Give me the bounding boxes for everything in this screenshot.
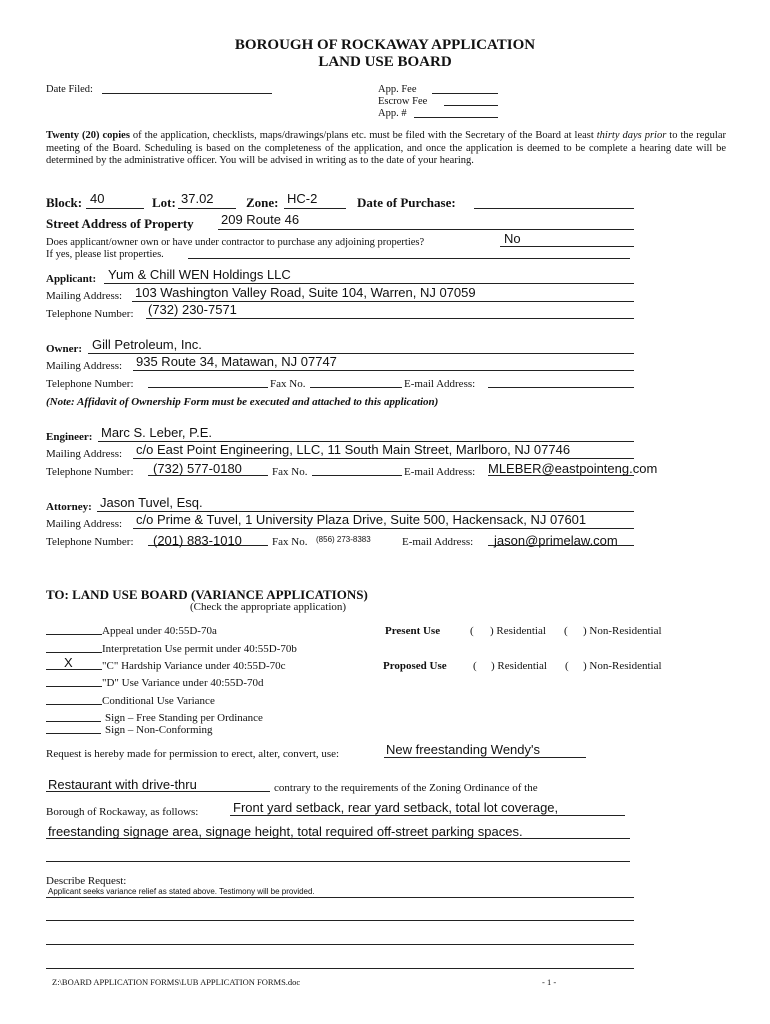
page-number: - 1 -: [542, 977, 557, 987]
date-filed-label: Date Filed:: [46, 84, 93, 95]
variance-option-label: Sign – Non-Conforming: [105, 724, 213, 736]
applicant-name[interactable]: Yum & Chill WEN Holdings LLC: [108, 267, 291, 282]
engineer-mailing-label: Mailing Address:: [46, 448, 123, 460]
applicant-mailing[interactable]: 103 Washington Valley Road, Suite 104, Warren, NJ 07059: [135, 285, 476, 300]
variance-checkbox-line[interactable]: [46, 704, 102, 705]
app-fee-line[interactable]: [432, 93, 498, 94]
escrow-fee-line[interactable]: [444, 105, 498, 106]
request-line-5[interactable]: [46, 861, 630, 862]
attorney-label: Attorney:: [46, 501, 92, 513]
zone-value[interactable]: HC-2: [287, 191, 318, 206]
attorney-phone[interactable]: (201) 883-1010: [153, 533, 242, 548]
engineer-email[interactable]: MLEBER@eastpointeng.com: [488, 461, 658, 476]
form-subtitle: LAND USE BOARD: [318, 54, 452, 70]
adjoining-line: [500, 246, 634, 247]
adjoining-question: Does applicant/owner own or have under contractor to purchase any adjoining properties?: [46, 237, 425, 248]
attorney-mailing-label: Mailing Address:: [46, 518, 123, 530]
present-nonres-open[interactable]: (: [564, 625, 568, 637]
present-residential-label: ) Residential: [490, 625, 546, 637]
intro-paragraph: [46, 130, 726, 168]
variance-checkbox-line[interactable]: [46, 686, 102, 687]
describe-label: Describe Request:: [46, 875, 127, 887]
attorney-mailing-line: [133, 528, 634, 529]
engineer-label: Engineer:: [46, 431, 93, 443]
attorney-email-label: E-mail Address:: [402, 536, 474, 548]
lot-value[interactable]: 37.02: [181, 191, 214, 206]
engineer-fax-line[interactable]: [312, 475, 402, 476]
applicant-phone-label: Telephone Number:: [46, 308, 134, 320]
owner-email-line[interactable]: [488, 387, 634, 388]
block-line: [86, 208, 144, 209]
footer-file-path: Z:\BOARD APPLICATION FORMS\LUB APPLICATION FORMS.doc: [52, 977, 301, 987]
request-line-4: [46, 838, 630, 839]
applicant-label: Applicant:: [46, 273, 97, 285]
present-use-label: Present Use: [385, 625, 441, 637]
owner-fax-label: Fax No.: [270, 378, 306, 390]
if-yes-line[interactable]: [188, 258, 630, 259]
request-value-1[interactable]: New freestanding Wendy's: [386, 742, 540, 757]
zone-label: Zone:: [246, 195, 279, 210]
variance-heading: TO: LAND USE BOARD (VARIANCE APPLICATIONS): [46, 587, 368, 602]
property-address-value[interactable]: 209 Route 46: [221, 212, 300, 227]
engineer-name[interactable]: Marc S. Leber, P.E.: [101, 425, 213, 440]
purchase-date-label: Date of Purchase:: [357, 195, 456, 210]
proposed-use-label: Proposed Use: [383, 660, 447, 672]
variance-checkbox-line[interactable]: [46, 733, 101, 734]
attorney-phone-label: Telephone Number:: [46, 536, 134, 548]
variance-option-label: Appeal under 40:55D-70a: [102, 625, 217, 637]
variance-subheading: (Check the appropriate application): [190, 601, 347, 613]
request-borough: Borough of Rockaway, as follows:: [46, 806, 199, 818]
proposed-nonres-label: ) Non-Residential: [583, 660, 662, 672]
request-contrary: contrary to the requirements of the Zoning Ordinance of the: [274, 782, 538, 794]
attorney-fax[interactable]: (856) 273-8383: [316, 535, 371, 544]
property-address-line: [218, 229, 634, 230]
adjoining-answer[interactable]: No: [504, 231, 521, 246]
attorney-mailing[interactable]: c/o Prime & Tuvel, 1 University Plaza Drive, Suite 500, Hackensack, NJ 07601: [136, 512, 587, 527]
present-nonres-label: ) Non-Residential: [583, 625, 662, 637]
applicant-line: [104, 283, 634, 284]
describe-line-2[interactable]: [46, 920, 634, 921]
intro-bold: Twenty (20) copies: [46, 130, 130, 141]
request-line-1: [384, 757, 586, 758]
variance-option-label: Conditional Use Variance: [102, 695, 215, 707]
zone-line: [284, 208, 346, 209]
describe-line-4[interactable]: [46, 968, 634, 969]
applicant-mailing-label: Mailing Address:: [46, 290, 123, 302]
owner-label: Owner:: [46, 343, 83, 355]
request-line-2: [46, 791, 270, 792]
engineer-mailing[interactable]: c/o East Point Engineering, LLC, 11 South Main Street, Marlboro, NJ 07746: [136, 442, 571, 457]
block-label: Block:: [46, 195, 83, 210]
variance-checkbox-line[interactable]: [46, 721, 101, 722]
proposed-nonres-open[interactable]: (: [565, 660, 569, 672]
present-residential-open[interactable]: (: [470, 625, 474, 637]
variance-checkbox-line[interactable]: [46, 634, 102, 635]
engineer-fax-label: Fax No.: [272, 466, 308, 478]
property-address-label: Street Address of Property: [46, 216, 194, 231]
engineer-phone-line: [148, 475, 268, 476]
lot-line: [178, 208, 236, 209]
attorney-name[interactable]: Jason Tuvel, Esq.: [100, 495, 203, 510]
owner-mailing[interactable]: 935 Route 34, Matawan, NJ 07747: [136, 354, 337, 369]
app-number-line[interactable]: [414, 117, 498, 118]
lot-label: Lot:: [152, 195, 176, 210]
engineer-email-line: [488, 475, 634, 476]
owner-name[interactable]: Gill Petroleum, Inc.: [92, 337, 202, 352]
intro-text-2: to the regular meeting of the Board. Scheduling is based on the completeness of the application, and once the application is deemed to be complete a hearing date will be determined by the administrative officer. You will be advised in writing as to the date of your hearing.: [46, 130, 726, 166]
owner-phone-line[interactable]: [148, 387, 268, 388]
engineer-mailing-line: [133, 458, 634, 459]
applicant-phone-line: [146, 318, 634, 319]
request-value-4[interactable]: freestanding signage area, signage height, total required off-street parking spaces.: [48, 824, 523, 839]
variance-option-label: Sign – Free Standing per Ordinance: [105, 712, 263, 724]
proposed-residential-open[interactable]: (: [473, 660, 477, 672]
form-title: BOROUGH OF ROCKAWAY APPLICATION: [234, 37, 536, 53]
variance-option-label: "D" Use Variance under 40:55D-70d: [102, 677, 264, 689]
ownership-note: (Note: Affidavit of Ownership Form must be executed and attached to this application): [46, 396, 439, 408]
proposed-residential-label: ) Residential: [491, 660, 547, 672]
purchase-date-line[interactable]: [474, 208, 634, 209]
variance-checkbox-line[interactable]: [46, 669, 102, 670]
block-value[interactable]: 40: [90, 191, 105, 206]
variance-option-label: Interpretation Use permit under 40:55D-70b: [102, 643, 297, 655]
attorney-phone-line: [148, 545, 268, 546]
applicant-phone[interactable]: (732) 230-7571: [148, 302, 237, 317]
attorney-email[interactable]: jason@primelaw.com: [494, 533, 618, 548]
attorney-email-line: [488, 545, 634, 546]
engineer-phone[interactable]: (732) 577-0180: [153, 461, 242, 476]
request-line-3: [230, 815, 625, 816]
escrow-fee-label: Escrow Fee: [378, 96, 428, 107]
attorney-fax-label: Fax No.: [272, 536, 308, 548]
engineer-phone-label: Telephone Number:: [46, 466, 134, 478]
request-value-2[interactable]: Restaurant with drive-thru: [48, 777, 197, 792]
owner-mailing-label: Mailing Address:: [46, 360, 123, 372]
variance-option-label: "C" Hardship Variance under 40:55D-70c: [102, 660, 286, 672]
owner-mailing-line: [133, 370, 634, 371]
intro-text-1: of the application, checklists, maps/drawings/plans etc. must be filed with the Secretary of the Board at least: [129, 130, 597, 141]
variance-check-mark[interactable]: X: [64, 655, 73, 670]
app-number-label: App. #: [378, 108, 407, 119]
if-yes-label: If yes, please list properties.: [46, 249, 164, 260]
describe-value[interactable]: Applicant seeks variance relief as stated above. Testimony will be provided.: [48, 887, 315, 896]
owner-fax-line[interactable]: [310, 387, 402, 388]
intro-italic: thirty days prior: [596, 130, 667, 141]
request-intro: Request is hereby made for permission to erect, alter, convert, use:: [46, 748, 340, 760]
date-filed-line[interactable]: [102, 93, 272, 94]
owner-email-label: E-mail Address:: [404, 378, 476, 390]
owner-phone-label: Telephone Number:: [46, 378, 134, 390]
app-fee-label: App. Fee: [378, 84, 417, 95]
variance-checkbox-line[interactable]: [46, 652, 102, 653]
describe-line-3[interactable]: [46, 944, 634, 945]
request-value-3[interactable]: Front yard setback, rear yard setback, total lot coverage,: [233, 800, 559, 815]
describe-line-1: [46, 897, 634, 898]
engineer-email-label: E-mail Address:: [404, 466, 476, 478]
